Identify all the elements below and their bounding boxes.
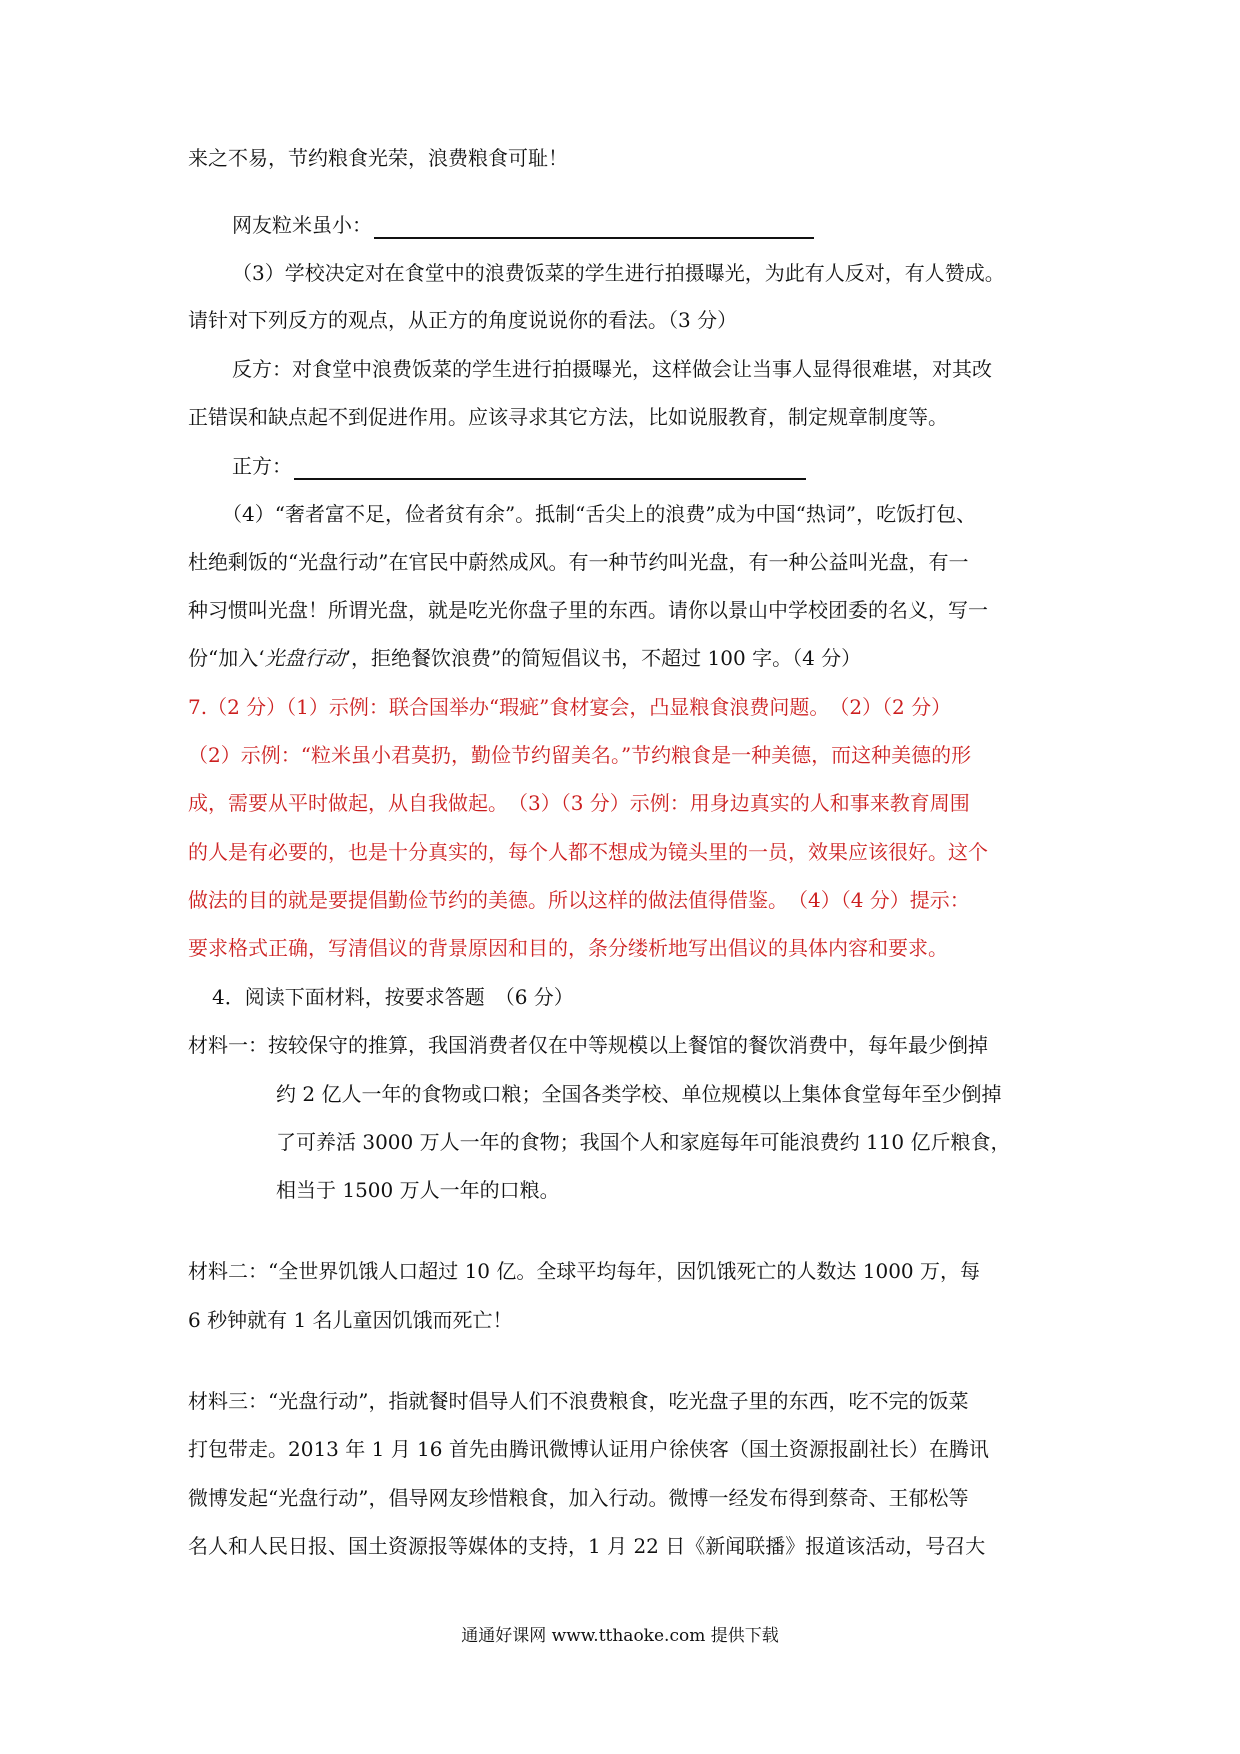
material-3-line: 微博发起“光盘行动”，倡导网友珍惜粮食，加入行动。微博一经发布得到蔡奇、王郁松等 xyxy=(188,1486,969,1510)
material-1-line: 了可养活 3000 万人一年的食物；我国个人和家庭每年可能浪费约 110 亿斤粮食， xyxy=(276,1130,1011,1154)
material-1-line: 约 2 亿人一年的食物或口粮；全国各类学校、单位规模以上集体食堂每年至少倒掉 xyxy=(276,1082,1002,1106)
answer-line: 的人是有必要的，也是十分真实的，每个人都不想成为镜头里的一员，效果应该很好。这个 xyxy=(188,840,988,864)
material-3-line: 材料三：“光盘行动”，指就餐时倡导人们不浪费粮食，吃光盘子里的东西，吃不完的饭菜 xyxy=(188,1389,969,1413)
text-fragment: ’，拒绝餐饮浪费”的简短倡议书，不超过 100 字。（4 分） xyxy=(344,646,862,670)
answer-line: 7.（2 分）（1）示例：联合国举办“瑕疵”食材宴会，凸显粮食浪费问题。 （2）（2 分） xyxy=(188,695,952,719)
text-line: 正错误和缺点起不到促进作用。应该寻求其它方法，比如说服教育，制定规章制度等。 xyxy=(188,405,948,429)
material-1-line: 材料一：按较保守的推算，我国消费者仅在中等规模以上餐馆的餐饮消费中，每年最少倒掉 xyxy=(188,1033,988,1057)
material-1-line: 相当于 1500 万人一年的口粮。 xyxy=(276,1178,560,1202)
question-heading: 4．阅读下面材料，按要求答题 （6 分） xyxy=(212,985,574,1009)
material-3-line: 名人和人民日报、国土资源报等媒体的支持，1 月 22 日《新闻联播》报道该活动，号召大 xyxy=(188,1534,986,1558)
answer-blank[interactable] xyxy=(374,215,814,239)
page-footer: 通通好课网 www.tthaoke.com 提供下载 xyxy=(461,1626,779,1646)
text-line: 请针对下列反方的观点，从正方的角度说说你的看法。（3 分） xyxy=(188,308,738,332)
netizen-label: 网友粒米虽小： xyxy=(232,213,372,237)
text-fragment: 份“加入‘ xyxy=(188,646,265,670)
text-line: 杜绝剩饭的“光盘行动”在官民中蔚然成风。有一种节约叫光盘，有一种公益叫光盘，有一 xyxy=(188,550,969,574)
material-2-line: 材料二：“全世界饥饿人口超过 10 亿。全球平均每年，因饥饿死亡的人数达 1000 万，每 xyxy=(188,1259,981,1283)
netizen-answer-line xyxy=(232,211,814,239)
text-line: 来之不易，节约粮食光荣，浪费粮食可耻！ xyxy=(188,146,568,170)
pro-answer-line xyxy=(232,452,806,480)
text-line xyxy=(188,644,861,672)
material-3-line: 打包带走。2013 年 1 月 16 首先由腾讯微博认证用户徐侠客（国土资源报副社长）在腾讯 xyxy=(188,1437,989,1461)
text-line: 种习惯叫光盘！所谓光盘，就是吃光你盘子里的东西。请你以景山中学校团委的名义，写一 xyxy=(188,598,988,622)
italic-phrase: 光盘行动 xyxy=(264,646,345,670)
material-2-line: 6 秒钟就有 1 名儿童因饥饿而死亡！ xyxy=(188,1308,513,1332)
answer-line: 成，需要从平时做起，从自我做起。 （3）（3 分）示例：用身边真实的人和事来教育周围 xyxy=(188,791,970,815)
answer-blank[interactable] xyxy=(294,456,806,480)
answer-line: （2）示例：“粒米虽小君莫扔，勤俭节约留美名。”节约粮食是一种美德，而这种美德的形 xyxy=(188,743,972,767)
pro-label: 正方： xyxy=(232,454,292,478)
text-line: （4）“奢者富不足，俭者贫有余”。抵制“舌尖上的浪费”成为中国“热词”，吃饭打包、 xyxy=(222,502,977,526)
text-line: （3）学校决定对在食堂中的浪费饭菜的学生进行拍摄曝光，为此有人反对，有人赞成。 xyxy=(232,261,1005,285)
answer-line: 做法的目的就是要提倡勤俭节约的美德。所以这样的做法值得借鉴。 （4）（4 分）提示： xyxy=(188,888,970,912)
text-line: 反方：对食堂中浪费饭菜的学生进行拍摄曝光，这样做会让当事人显得很难堪，对其改 xyxy=(232,357,992,381)
answer-line: 要求格式正确，写清倡议的背景原因和目的，条分缕析地写出倡议的具体内容和要求。 xyxy=(188,936,948,960)
